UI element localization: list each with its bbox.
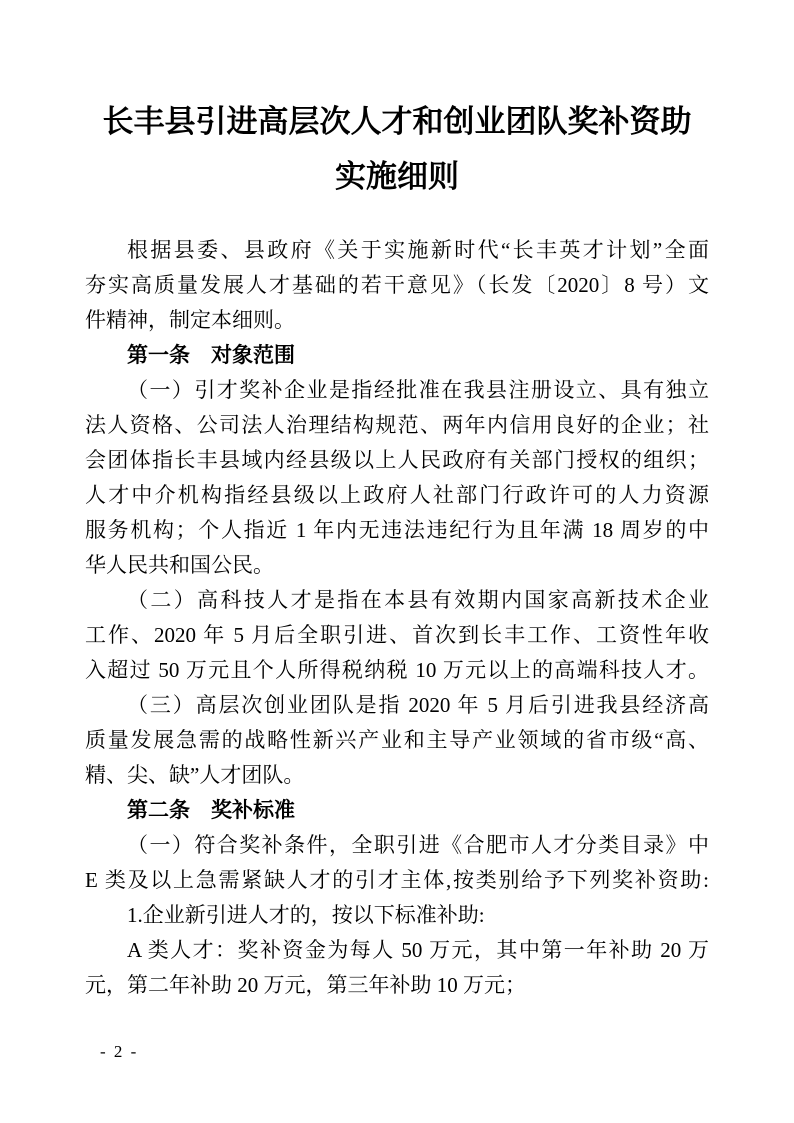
body-line: 件精神，制定本细则。 [85,308,295,332]
body-line: （二）高科技人才是指在本县有效期内国家高新技术企业 [127,588,709,612]
body-line: 1.企业新引进人才的，按以下标准补助: [127,903,485,927]
page-number: - 2 - [100,1042,139,1061]
document-title-line-2: 实施细则 [335,159,459,194]
body-line: （一）引才奖补企业是指经批准在我县注册设立、具有独立 [127,378,709,402]
body-line: 华人民共和国公民。 [85,553,274,577]
body-line: E 类及以上急需紧缺人才的引才主体,按类别给予下列奖补资助: [85,868,709,892]
document-body [85,233,709,1003]
body-line: 服务机构；个人指近 1 年内无违法违纪行为且年满 18 周岁的中 [85,518,709,542]
body-line: 法人资格、公司法人治理结构规范、两年内信用良好的企业；社 [85,413,709,437]
section-heading-article-2: 第二条 奖补标准 [127,799,295,822]
section-heading-article-1: 第一条 对象范围 [127,344,295,367]
body-line: 元，第二年补助 20 万元，第三年补助 10 万元； [85,973,526,997]
body-line: （三）高层次创业团队是指 2020 年 5 月后引进我县经济高 [127,693,709,717]
body-line: 工作、2020 年 5 月后全职引进、首次到长丰工作、工资性年收 [85,623,709,647]
document-title [85,94,709,204]
body-line: 根据县委、县政府《关于实施新时代“长丰英才计划”全面 [127,238,709,262]
body-line: A 类人才：奖补资金为每人 50 万元，其中第一年补助 20 万 [127,938,709,962]
body-line: 质量发展急需的战略性新兴产业和主导产业领域的省市级“高、 [85,728,709,752]
body-line: 人才中介机构指经县级以上政府人社部门行政许可的人力资源 [85,483,709,507]
body-line: 夯实高质量发展人才基础的若干意见》（长发〔2020〕8 号）文 [85,273,709,297]
body-line: （一）符合奖补条件，全职引进《合肥市人才分类目录》中 [127,833,709,857]
body-line: 精、尖、缺”人才团队。 [85,763,305,787]
body-line: 入超过 50 万元且个人所得税纳税 10 万元以上的高端科技人才。 [85,658,709,682]
document-title-line-1: 长丰县引进高层次人才和创业团队奖补资助 [102,104,692,139]
body-line: 会团体指长丰县域内经县级以上人民政府有关部门授权的组织； [85,448,709,472]
